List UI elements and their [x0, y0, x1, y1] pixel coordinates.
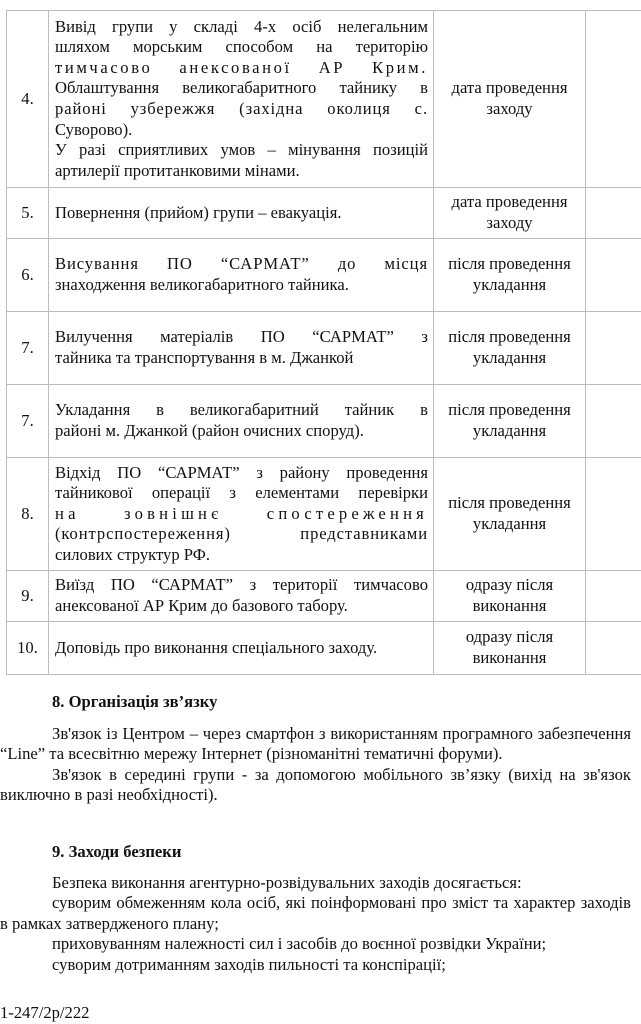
- description-line: Висування ПО “САРМАТ” до місця: [55, 254, 428, 274]
- row-note: [586, 312, 641, 385]
- row-description: [49, 11, 434, 188]
- description-line: Доповідь про виконання спеціального заходу.: [55, 637, 378, 657]
- table-row: [7, 11, 641, 188]
- description-line: Вилучення матеріалів ПО “САРМАТ” з: [55, 327, 428, 347]
- row-term: після проведення укладання: [434, 458, 586, 571]
- row-description: [49, 188, 434, 239]
- section-security: [0, 842, 641, 976]
- row-note: [586, 11, 641, 188]
- paragraph: суворим обмеженням кола осіб, які поінформовані про зміст та характер заходів в рамках затвердженого плану;: [0, 893, 631, 933]
- row-term: дата проведення заходу: [434, 11, 586, 188]
- table-row: [7, 239, 641, 312]
- description-line: анексованої АР Крим до базового табору.: [55, 596, 348, 615]
- description-line: Відхід ПО “САРМАТ” з району проведення: [55, 462, 428, 482]
- section-heading: 8. Організація зв’язку: [52, 692, 218, 711]
- description-line: Укладання в великогабаритний тайник в: [55, 400, 428, 420]
- document-code: 1-247/2р/222: [0, 1003, 90, 1022]
- row-note: [586, 385, 641, 458]
- description-line: шляхом морським способом на територію: [55, 37, 428, 57]
- table-row: [7, 188, 641, 239]
- row-description: [49, 385, 434, 458]
- table-row: [7, 312, 641, 385]
- description-line: артилерії протитанковими мінами.: [55, 160, 300, 180]
- row-note: [586, 239, 641, 312]
- row-number: 9.: [7, 571, 49, 622]
- description-line: районі узбережжя (західна околиця с.: [55, 99, 428, 118]
- row-note: [586, 188, 641, 239]
- section-heading: 9. Заходи безпеки: [52, 842, 182, 861]
- description-line: Суворово).: [55, 119, 133, 139]
- table-row: [7, 385, 641, 458]
- row-description: [49, 571, 434, 622]
- description-line: У разі сприятливих умов – мінування позицій: [55, 140, 428, 160]
- row-term: після проведення укладання: [434, 239, 586, 312]
- row-number: 7.: [7, 312, 49, 385]
- paragraph: Зв'язок із Центром – через смартфон з використанням програмного забезпечення “Line” та всесвітню мережу Інтернет (різноманітні тематичні форуми).: [0, 723, 631, 764]
- plan-table: [6, 10, 641, 675]
- paragraph: Зв'язок в середині групи - за допомогою мобільного зв’язку (вихід на зв'язок виключно в разі необхідності).: [0, 764, 631, 805]
- table-row: [7, 571, 641, 622]
- row-note: [586, 622, 641, 675]
- row-number: 4.: [7, 11, 49, 188]
- description-line: знаходження великогабаритного тайника.: [55, 275, 349, 294]
- description-line: на зовнішнє спостереження: [55, 503, 428, 523]
- row-number: 8.: [7, 458, 49, 571]
- description-line: Виїзд ПО “САРМАТ” з території тимчасово: [55, 575, 428, 595]
- description-line: Облаштування великогабаритного тайнику в: [55, 78, 428, 98]
- description-line: тайника та транспортування в м. Джанкой: [55, 348, 354, 367]
- row-description: [49, 312, 434, 385]
- row-term: дата проведення заходу: [434, 188, 586, 239]
- description-line: Вивід групи у складі 4-х осіб нелегальним: [55, 16, 428, 36]
- description-line: силових структур РФ.: [55, 544, 210, 564]
- paragraph: приховуванням належності сил і засобів до воєнної розвідки України;: [52, 934, 547, 954]
- row-number: 6.: [7, 239, 49, 312]
- description-line: тайникової операції з елементами перевірки: [55, 483, 428, 503]
- row-description: [49, 622, 434, 675]
- row-note: [586, 458, 641, 571]
- table-row: [7, 622, 641, 675]
- paragraph: суворим дотриманням заходів пильності та конспірації;: [52, 954, 446, 974]
- description-line: районі м. Джанкой (район очисних споруд).: [55, 421, 364, 440]
- description-line: тимчасово анексованої АР Крим.: [55, 57, 428, 77]
- row-description: [49, 239, 434, 312]
- row-description: [49, 458, 434, 571]
- section-communication: [0, 692, 641, 806]
- table-row: [7, 458, 641, 571]
- row-term: одразу після виконання: [434, 571, 586, 622]
- description-line: Повернення (прийом) групи – евакуація.: [55, 202, 342, 222]
- row-number: 7.: [7, 385, 49, 458]
- paragraph: Безпека виконання агентурно-розвідувальних заходів досягається:: [52, 872, 522, 892]
- row-number: 10.: [7, 622, 49, 675]
- description-line: (контрспостереження) представниками: [55, 524, 428, 544]
- row-term: одразу після виконання: [434, 622, 586, 675]
- row-term: після проведення укладання: [434, 312, 586, 385]
- row-number: 5.: [7, 188, 49, 239]
- row-term: після проведення укладання: [434, 385, 586, 458]
- row-note: [586, 571, 641, 622]
